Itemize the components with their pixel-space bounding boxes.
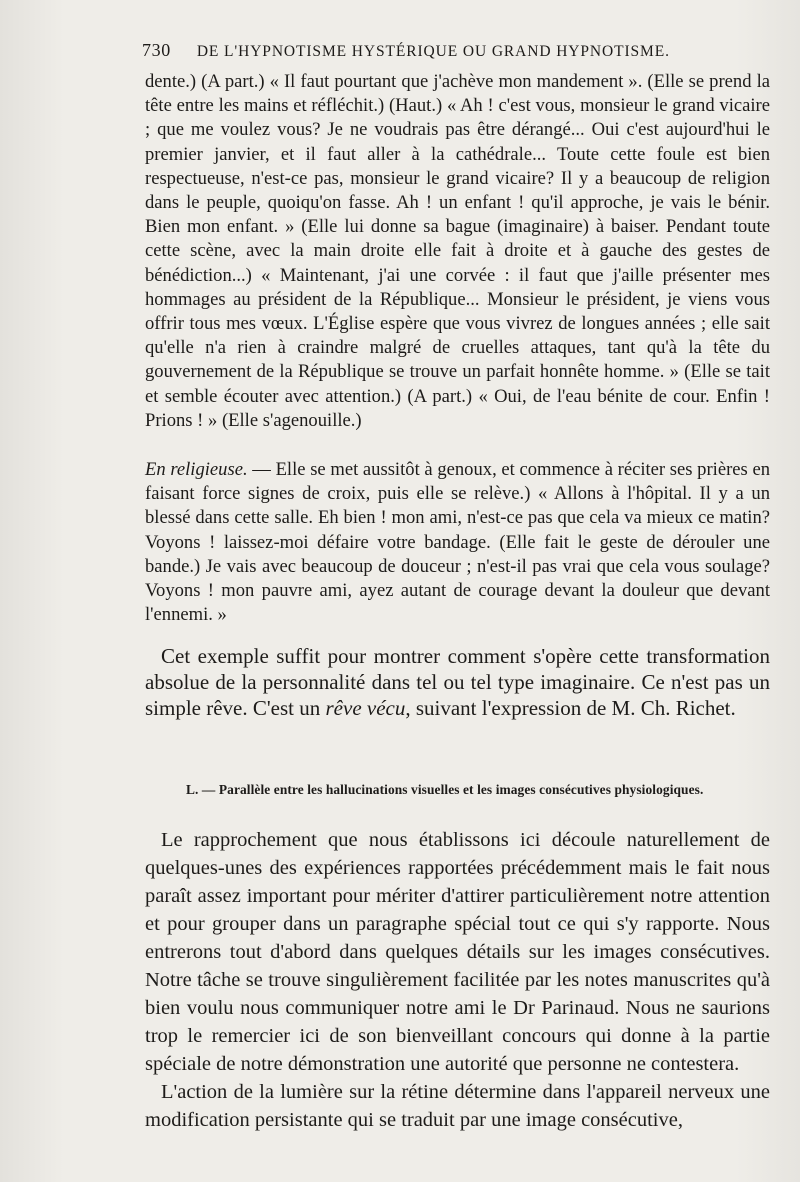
religieuse-lead: En religieuse. [145, 459, 248, 480]
body-paragraph-2: L'action de la lumière sur la rétine détermine dans l'appareil nerveux une modification persistante qui se traduit par une image consécutive, [145, 1081, 770, 1131]
page-number: 730 [142, 40, 171, 60]
conclusion-emphasis: rêve vécu [325, 696, 406, 720]
body-paragraph-1: Le rapprochement que nous établissons ici découle naturellement de quelques-unes des expériences rapportées précédemment mais le fait nous paraît assez important pour mériter d'attirer particulièrement notre attention et pour grouper dans un paragraphe spécial tout ce qui s'y rapporte. Nous entrerons tout d'abord dans quelques détails sur les images consécutives. Notre tâche se trouve singulièrement facilitée par les notes manuscrites qu'à bien voulu nous communiquer notre ami le Dr Parinaud. Nous ne saurions trop le remercier ici de son bienveillant concours qui donne à la partie spéciale de notre démonstration une autorité que personne ne contestera. [145, 829, 770, 1075]
page-header [142, 40, 740, 61]
running-head: DE L'HYPNOTISME HYSTÉRIQUE OU GRAND HYPNOTISME. [196, 43, 670, 60]
section-title: L. — Parallèle entre les hallucinations visuelles et les images consécutives physiologiques. [186, 782, 704, 797]
religieuse-text: — Elle se met aussitôt à genoux, et commence à réciter ses prières en faisant force signes de croix, puis elle se relève.) « Allons à l'hôpital. Il y a un blessé dans cette salle. Eh bien ! mon ami, n'est-ce pas que cela va mieux ce matin? Voyons ! laissez-moi défaire votre bandage. (Elle fait le geste de dérouler une bande.) Je vais avec beaucoup de douceur ; n'est-il pas vrai que cela vous soulage? Voyons ! mon pauvre ami, ayez autant de courage devant la douleur que devant l'ennemi. » [145, 459, 770, 626]
conclusion-after: , suivant l'expression de M. Ch. Richet. [405, 696, 736, 720]
religieuse-block [145, 458, 770, 627]
dialog-block [145, 70, 770, 433]
religieuse-paragraph [145, 458, 770, 627]
dialog-paragraph: dente.) (A part.) « Il faut pourtant que j'achève mon mandement ». (Elle se prend la tête entre les mains et réfléchit.) (Haut.) « Ah ! c'est vous, monsieur le grand vicaire ; que me voulez vous? Je ne voudrais pas être dérangé... Oui c'est aujourd'hui le premier janvier, et il faut aller à la cathédrale... Toute cette foule est bien respectueuse, n'est-ce pas, monsieur le grand vicaire? Il y a beaucoup de religion dans le peuple, quoiqu'on fasse. Ah ! un enfant ! qu'il approche, je vais le bénir. Bien mon enfant. » (Elle lui donne sa bague (imaginaire) à baiser. Pendant toute cette scène, avec la main droite elle fait à droite et à gauche des gestes de bénédiction...) « Maintenant, j'ai une corvée : il faut que j'aille présenter mes hommages au président de la République... Monsieur le président, je viens vous offrir tous mes vœux. L'Église espère que vous vivrez de longues années ; elle sait qu'elle n'a rien à craindre malgré de cruelles attaques, tant qu'à la tête du gouvernement de la République se trouve un parfait honnête homme. » (Elle se tait et semble écouter avec attention.) (A part.) « Oui, de l'eau bénite de cour. Enfin ! Prions ! » (Elle s'agenouille.) [145, 71, 770, 431]
conclusion-block [145, 643, 770, 721]
conclusion-paragraph [145, 643, 770, 721]
body-block [145, 826, 770, 1134]
conclusion-before: Cet exemple suffit pour montrer comment s'opère cette transformation absolue de la personnalité dans tel ou tel type imaginaire. Ce n'est pas un simple rêve. C'est un [145, 644, 770, 720]
